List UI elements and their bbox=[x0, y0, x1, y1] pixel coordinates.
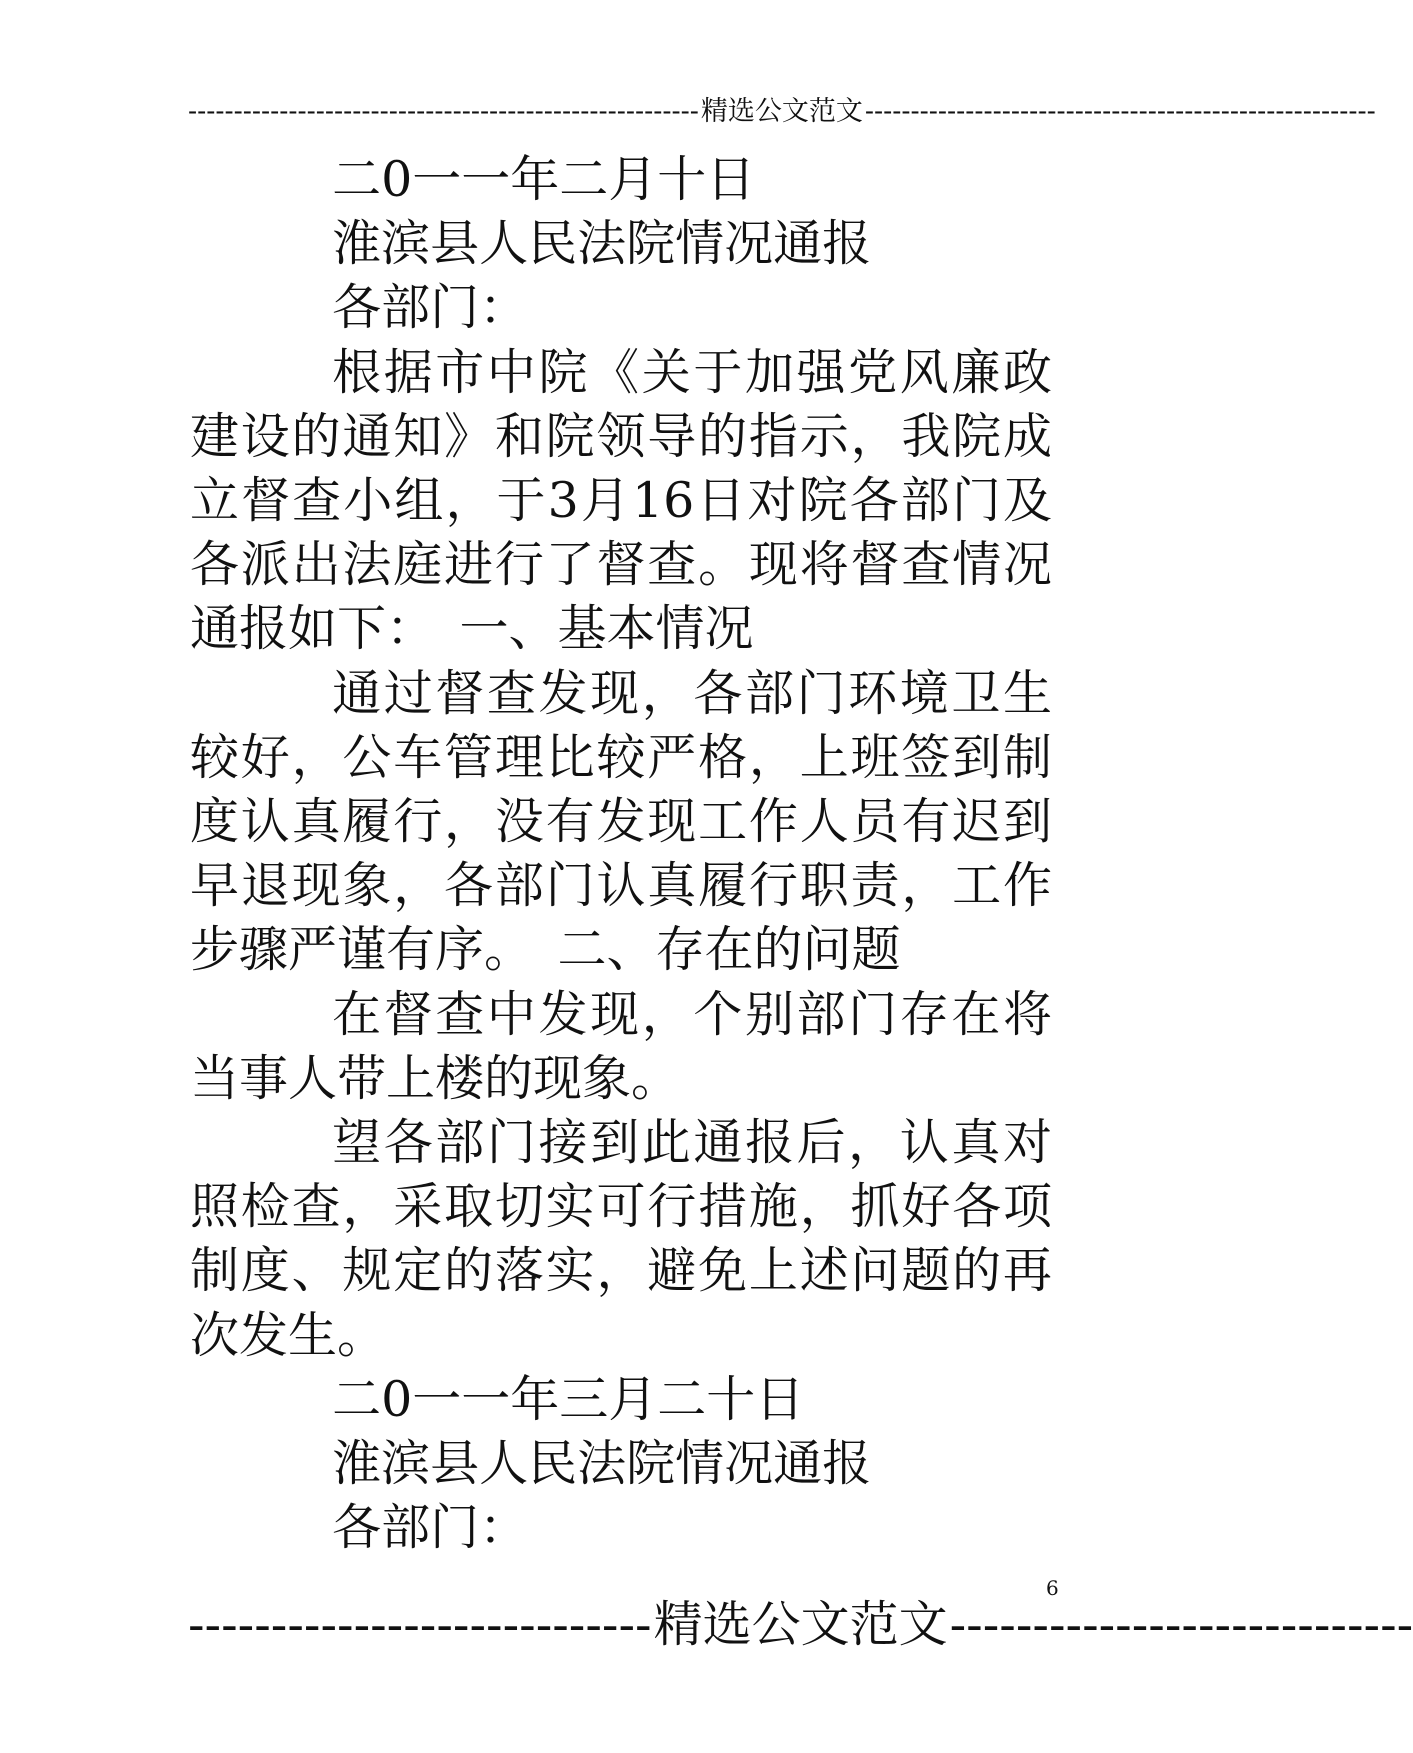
notice-title: 淮滨县人民法院情况通报 bbox=[332, 215, 872, 273]
header-right-rule: -------------------------------------------------------- bbox=[864, 96, 1376, 127]
footer-left-rule: ---------------------------- bbox=[188, 1596, 652, 1653]
body-paragraph: 通过督查发现，各部门环境卫生较好，公车管理比较严格，上班签到制度认真履行，没有发现工作人员有迟到早退现象，各部门认真履行职责，工作步骤严谨有序。 二、存在的问题 bbox=[190, 664, 1052, 979]
footer-right-rule: ---------------------------- bbox=[949, 1596, 1413, 1653]
body-paragraph: 在督查中发现，个别部门存在将当事人带上楼的现象。 bbox=[190, 985, 1052, 1107]
footer-title: 精选公文范文 bbox=[653, 1596, 948, 1653]
document-body bbox=[190, 148, 1052, 1560]
running-header bbox=[188, 92, 1376, 132]
body-paragraph: 根据市中院《关于加强党风廉政建设的通知》和院领导的指示，我院成立督查小组，于3月16日对院各部门及各派出法庭进行了督查。现将督查情况通报如下： 一、基本情况 bbox=[190, 343, 1052, 658]
header-left-rule: -------------------------------------------------------- bbox=[188, 96, 699, 127]
body-paragraph: 望各部门接到此通报后，认真对照检查，采取切实可行措施，抓好各项制度、规定的落实，避免上述问题的再次发生。 bbox=[190, 1114, 1052, 1364]
date-line: 二0一一年三月二十日 bbox=[332, 1370, 805, 1428]
notice-title: 淮滨县人民法院情况通报 bbox=[332, 1435, 872, 1493]
running-footer bbox=[188, 1595, 1413, 1655]
header-title: 精选公文范文 bbox=[700, 96, 863, 127]
salutation: 各部门： bbox=[332, 1499, 529, 1557]
date-line: 二0一一年二月十日 bbox=[332, 151, 756, 208]
page-number: 6 bbox=[1046, 1576, 1059, 1600]
salutation: 各部门： bbox=[332, 279, 529, 337]
